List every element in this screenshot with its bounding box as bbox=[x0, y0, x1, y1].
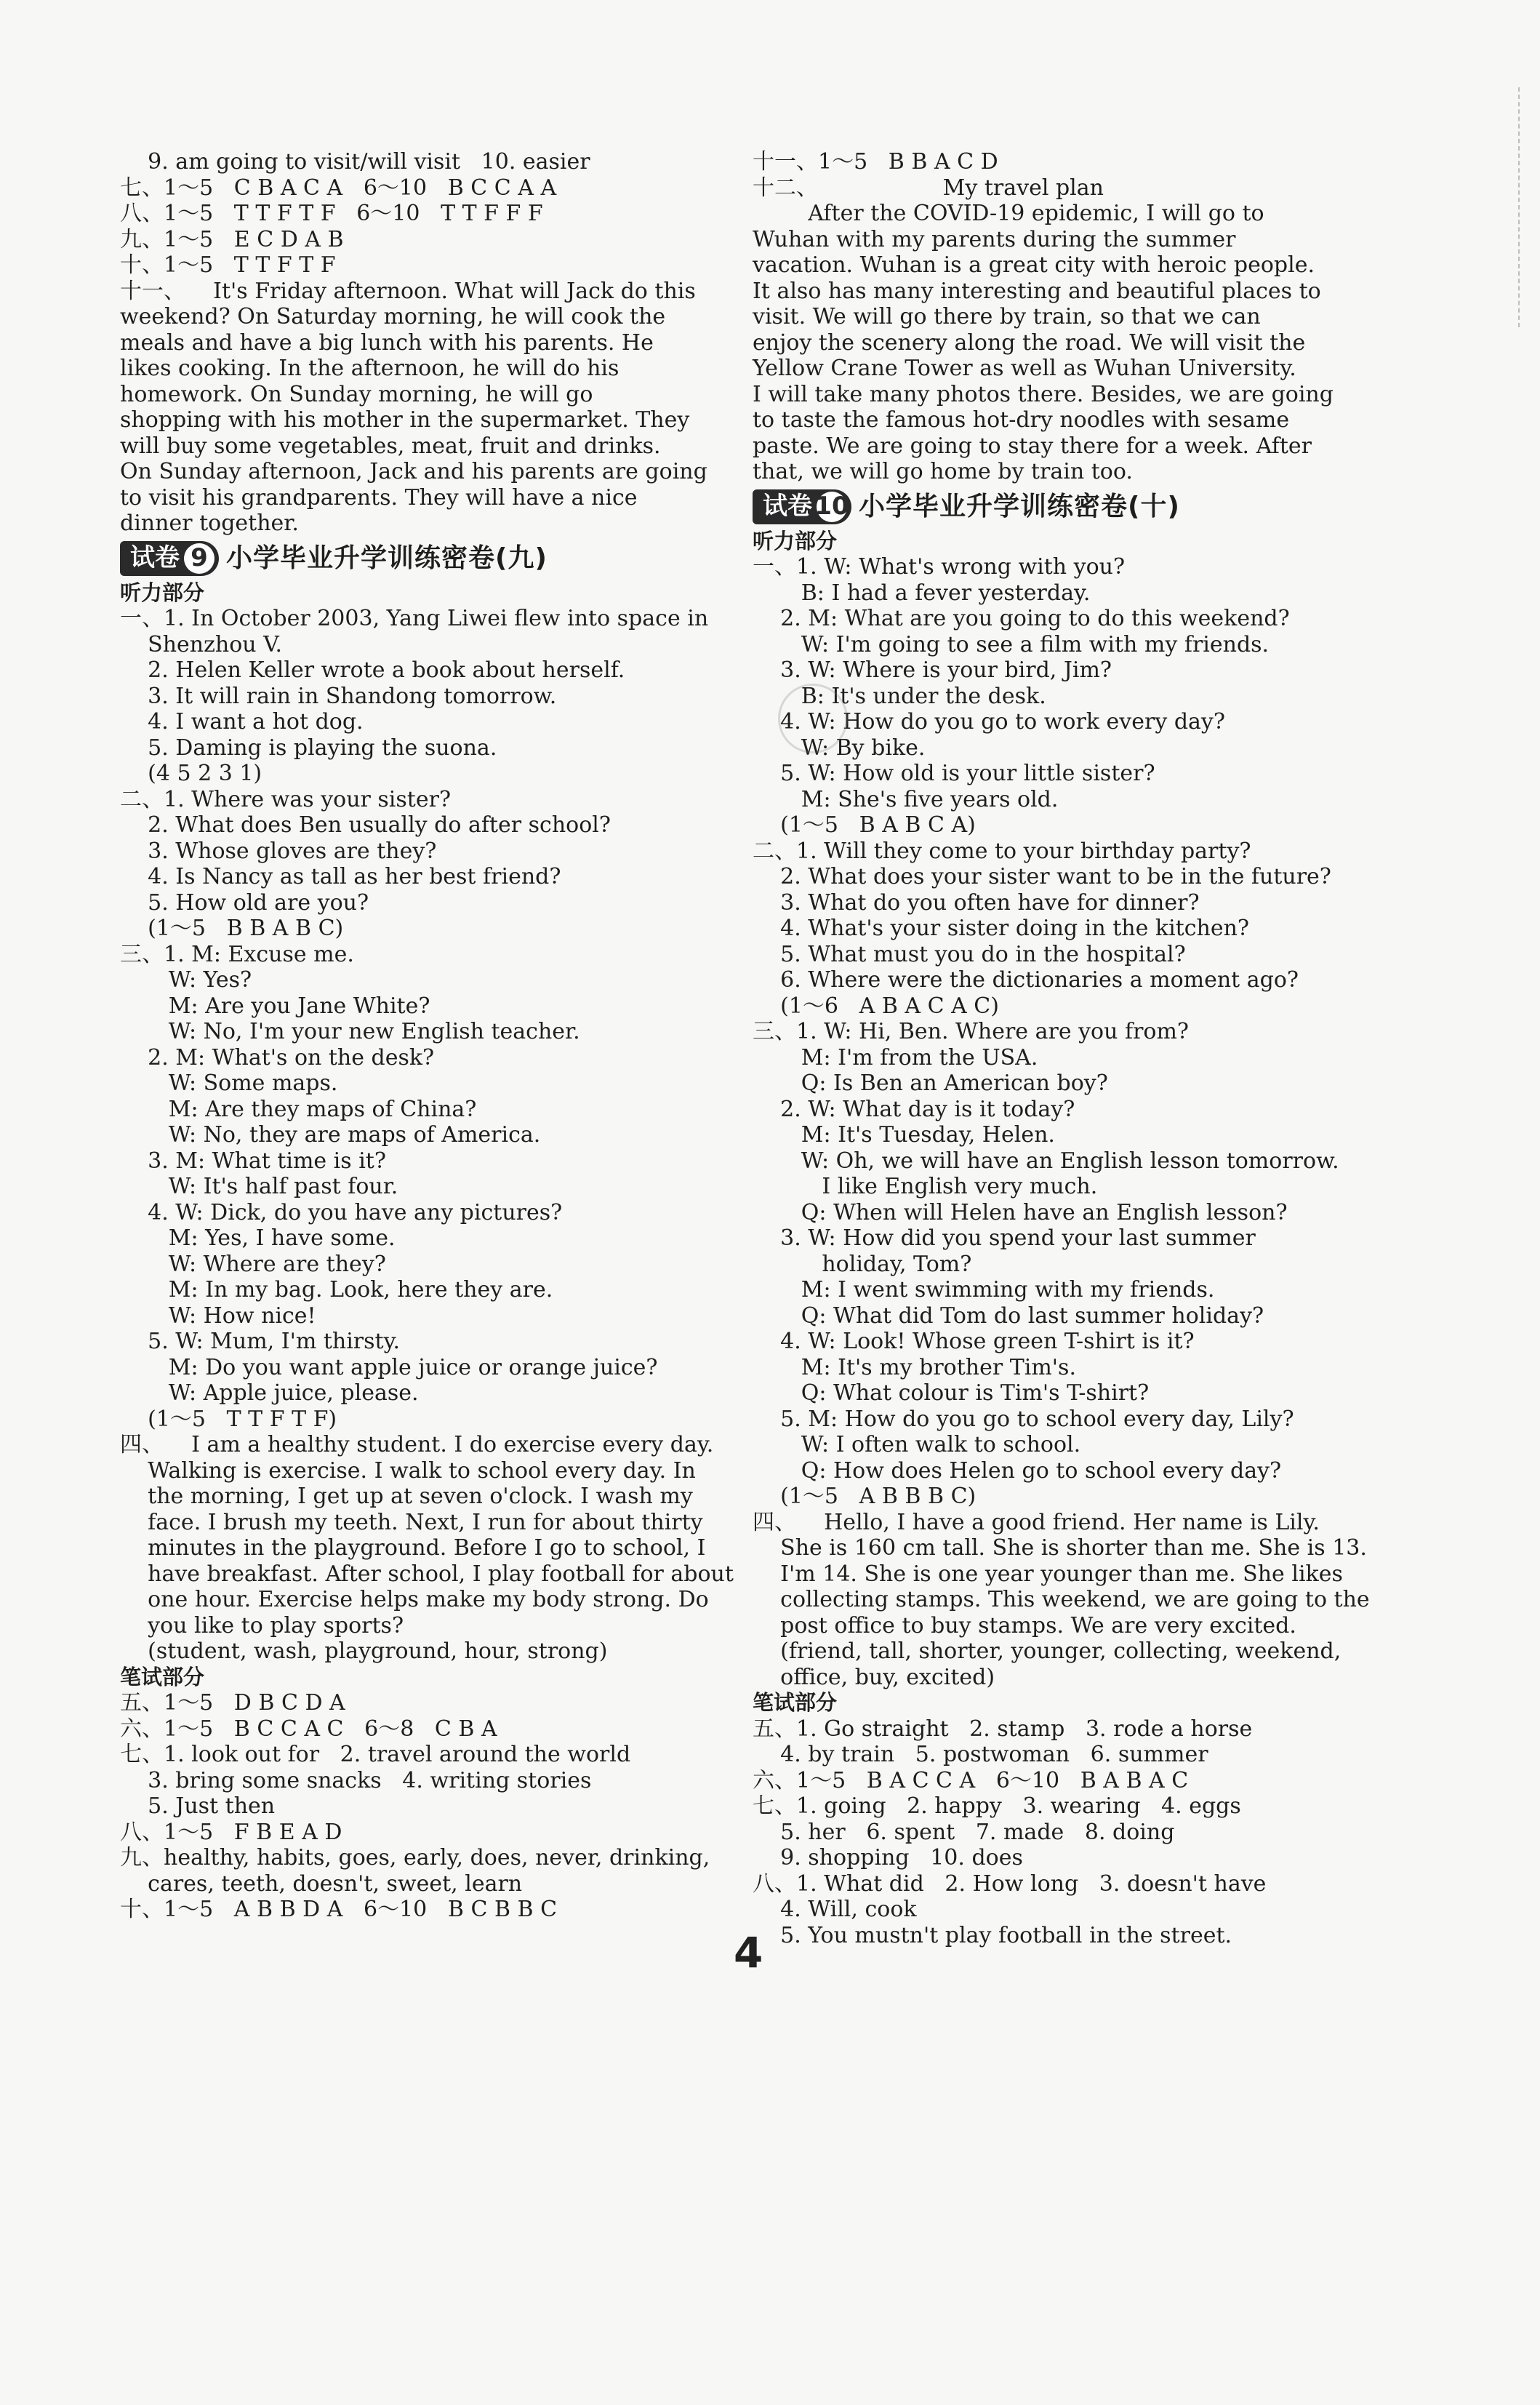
answer-line: W: By bike. bbox=[753, 735, 926, 761]
answer-line: Shenzhou V. bbox=[120, 631, 283, 657]
answer-line: 5. W: How old is your little sister? bbox=[753, 761, 1155, 786]
answer-line: 三、1. W: Hi, Ben. Where are you from? bbox=[753, 1019, 1190, 1044]
answer-line: B: I had a fever yesterday. bbox=[753, 580, 1091, 606]
answer-line: W: It's half past four. bbox=[120, 1174, 398, 1199]
answer-line: collecting stamps. This weekend, we are going to the bbox=[753, 1587, 1370, 1612]
section-heading: 听力部分 bbox=[120, 580, 205, 605]
answer-line: After the COVID-19 epidemic, I will go to bbox=[753, 201, 1264, 226]
answer-line: 八、1. What did 2. How long 3. doesn't have bbox=[753, 1870, 1267, 1897]
answer-line: M: It's my brother Tim's. bbox=[753, 1354, 1076, 1380]
exam-paper-title: 小学毕业升学训练密卷(十) bbox=[859, 491, 1180, 521]
answer-line: 九、healthy, habits, goes, early, does, never, drinking, bbox=[120, 1845, 710, 1870]
answer-line: 3. W: Where is your bird, Jim? bbox=[753, 657, 1112, 683]
answer-line: 六、1～5 B C C A C 6～8 C B A bbox=[120, 1716, 497, 1742]
answer-line: On Sunday afternoon, Jack and his parents are going bbox=[120, 459, 707, 484]
answer-line: one hour. Exercise helps make my body strong. Do bbox=[120, 1587, 709, 1612]
answer-line: 4. W: Dick, do you have any pictures? bbox=[120, 1199, 563, 1225]
answer-line: 4. by train 5. postwoman 6. summer bbox=[753, 1742, 1208, 1767]
answer-column-left bbox=[120, 149, 734, 1923]
answer-line: 5. You mustn't play football in the street. bbox=[753, 1922, 1232, 1948]
answer-line: W: Yes? bbox=[120, 967, 252, 993]
answer-line: M: It's Tuesday, Helen. bbox=[753, 1122, 1055, 1148]
answer-line: 4. Will, cook bbox=[753, 1897, 917, 1922]
answer-line: likes cooking. In the afternoon, he will do his bbox=[120, 356, 619, 381]
answer-line: to visit his grandparents. They will have a nice bbox=[120, 484, 638, 511]
answer-line: 5. Daming is playing the suona. bbox=[120, 735, 497, 761]
answer-line: I will take many photos there. Besides, we are going bbox=[753, 381, 1334, 407]
answer-line: 6. Where were the dictionaries a moment ago? bbox=[753, 967, 1299, 993]
answer-line: 4. Is Nancy as tall as her best friend? bbox=[120, 864, 561, 889]
answer-line: 2. M: What's on the desk? bbox=[120, 1044, 435, 1071]
answer-line: that, we will go home by train too. bbox=[753, 459, 1133, 484]
section-heading: 笔试部分 bbox=[120, 1664, 205, 1689]
answer-line: 5. M: How do you go to school every day, Lily? bbox=[753, 1406, 1294, 1432]
answer-line: I like English very much. bbox=[753, 1174, 1098, 1199]
badge-label: 试卷 bbox=[763, 491, 812, 521]
answer-line: paste. We are going to stay there for a week. After bbox=[753, 433, 1312, 459]
answer-line: 十、1～5 T T F T F bbox=[120, 252, 336, 278]
answer-line: 七、1. going 2. happy 3. wearing 4. eggs bbox=[753, 1793, 1241, 1819]
answer-line: shopping with his mother in the supermarket. They bbox=[120, 407, 690, 433]
answer-line: 十一、 It's Friday afternoon. What will Jack do this bbox=[120, 278, 696, 304]
exam-paper-banner bbox=[120, 540, 720, 577]
answer-line: (1～6 A B A C A C) bbox=[753, 993, 999, 1019]
answer-line: 四、 I am a healthy student. I do exercise every day. bbox=[120, 1432, 714, 1457]
answer-line: 七、1. look out for 2. travel around the world bbox=[120, 1742, 631, 1767]
answer-line: dinner together. bbox=[120, 511, 299, 536]
answer-line: enjoy the scenery along the road. We will visit the bbox=[753, 329, 1306, 356]
badge-number: 10 bbox=[814, 491, 849, 521]
answer-line: Q: What did Tom do last summer holiday? bbox=[753, 1302, 1264, 1329]
exam-paper-badge bbox=[120, 541, 219, 576]
answer-line: visit. We will go there by train, so that we can bbox=[753, 304, 1261, 329]
answer-line: 六、1～5 B A C C A 6～10 B A B A C bbox=[753, 1767, 1189, 1793]
exam-paper-title: 小学毕业升学训练密卷(九) bbox=[226, 543, 548, 573]
answer-line: Q: What colour is Tim's T-shirt? bbox=[753, 1380, 1150, 1406]
answer-line: 3. W: How did you spend your last summer bbox=[753, 1225, 1256, 1251]
answer-line: W: How nice! bbox=[120, 1302, 316, 1329]
answer-line: M: Are you Jane White? bbox=[120, 993, 430, 1019]
answer-line: 一、1. In October 2003, Yang Liwei flew into space in bbox=[120, 606, 709, 631]
answer-line: W: No, they are maps of America. bbox=[120, 1122, 541, 1148]
answer-line: W: No, I'm your new English teacher. bbox=[120, 1019, 580, 1044]
answer-column-right bbox=[753, 149, 1370, 1948]
answer-line: 9. am going to visit/will visit 10. easier bbox=[120, 149, 590, 175]
answer-line: (friend, tall, shorter, younger, collecting, weekend, bbox=[753, 1638, 1342, 1664]
answer-line: M: Yes, I have some. bbox=[120, 1225, 396, 1251]
binding-edge-mark bbox=[1518, 87, 1540, 327]
answer-line: Q: How does Helen go to school every day? bbox=[753, 1457, 1282, 1484]
answer-line: 4. W: Look! Whose green T-shirt is it? bbox=[753, 1329, 1195, 1354]
answer-line: 八、1～5 F B E A D bbox=[120, 1819, 342, 1845]
answer-line: 二、1. Will they come to your birthday party? bbox=[753, 838, 1251, 864]
answer-line: 5. her 6. spent 7. made 8. doing bbox=[753, 1819, 1175, 1845]
answer-line: post office to buy stamps. We are very excited. bbox=[753, 1612, 1296, 1638]
answer-line: to taste the famous hot-dry noodles with sesame bbox=[753, 407, 1290, 433]
answer-line: Yellow Crane Tower as well as Wuhan University. bbox=[753, 356, 1296, 381]
answer-line: M: I'm from the USA. bbox=[753, 1044, 1038, 1071]
answer-line: 十二、 My travel plan bbox=[753, 175, 1104, 201]
answer-line: 十一、1～5 B B A C D bbox=[753, 149, 998, 175]
answer-line: 2. M: What are you going to do this weekend? bbox=[753, 606, 1290, 631]
answer-line: It also has many interesting and beautiful places to bbox=[753, 278, 1321, 304]
answer-line: 3. It will rain in Shandong tomorrow. bbox=[120, 683, 557, 709]
answer-line: 五、1～5 D B C D A bbox=[120, 1690, 345, 1716]
answer-line: M: Are they maps of China? bbox=[120, 1096, 477, 1122]
section-heading: 笔试部分 bbox=[753, 1690, 838, 1715]
answer-line: Q: Is Ben an American boy? bbox=[753, 1071, 1108, 1096]
answer-line: 4. What's your sister doing in the kitchen? bbox=[753, 916, 1250, 941]
answer-line: 十、1～5 A B B D A 6～10 B C B B C bbox=[120, 1897, 558, 1922]
answer-line: 2. What does Ben usually do after school? bbox=[120, 812, 611, 838]
answer-line: meals and have a big lunch with his parents. He bbox=[120, 329, 654, 356]
answer-line: Walking is exercise. I walk to school every day. In bbox=[120, 1457, 696, 1484]
answer-line: cares, teeth, doesn't, sweet, learn bbox=[120, 1870, 523, 1897]
answer-line: have breakfast. After school, I play football for about bbox=[120, 1561, 734, 1587]
answer-line: I'm 14. She is one year younger than me. She likes bbox=[753, 1561, 1343, 1587]
answer-line: 5. W: Mum, I'm thirsty. bbox=[120, 1329, 401, 1354]
answer-line: Q: When will Helen have an English lesson? bbox=[753, 1199, 1288, 1225]
answer-line: B: It's under the desk. bbox=[753, 683, 1046, 709]
answer-line: minutes in the playground. Before I go to school, I bbox=[120, 1535, 706, 1561]
answer-line: (student, wash, playground, hour, strong) bbox=[120, 1638, 608, 1664]
answer-line: 5. How old are you? bbox=[120, 889, 369, 916]
answer-line: office, buy, excited) bbox=[753, 1664, 995, 1690]
answer-line: M: Do you want apple juice or orange juice? bbox=[120, 1354, 658, 1380]
answer-line: vacation. Wuhan is a great city with heroic people. bbox=[753, 252, 1315, 278]
answer-line: W: I'm going to see a film with my friends. bbox=[753, 631, 1270, 657]
answer-line: Wuhan with my parents during the summer bbox=[753, 226, 1236, 252]
answer-line: 九、1～5 E C D A B bbox=[120, 226, 344, 252]
badge-number: 9 bbox=[184, 543, 214, 574]
answer-line: M: I went swimming with my friends. bbox=[753, 1277, 1215, 1302]
answer-line: 5. Just then bbox=[120, 1793, 276, 1819]
answer-line: 2. Helen Keller wrote a book about herself. bbox=[120, 657, 625, 683]
answer-line: W: Oh, we will have an English lesson tomorrow. bbox=[753, 1148, 1339, 1174]
answer-line: 四、 Hello, I have a good friend. Her name is Lily. bbox=[753, 1509, 1320, 1535]
answer-line: homework. On Sunday morning, he will go bbox=[120, 381, 593, 407]
answer-line: will buy some vegetables, meat, fruit and drinks. bbox=[120, 433, 661, 459]
page-number: 4 bbox=[734, 1928, 763, 1977]
answer-line: 2. W: What day is it today? bbox=[753, 1096, 1075, 1122]
answer-line: W: Where are they? bbox=[120, 1251, 386, 1277]
answer-line: (1～5 B B A B C) bbox=[120, 916, 344, 941]
answer-line: M: In my bag. Look, here they are. bbox=[120, 1277, 553, 1302]
answer-line: W: I often walk to school. bbox=[753, 1432, 1081, 1457]
answer-line: face. I brush my teeth. Next, I run for about thirty bbox=[120, 1509, 703, 1535]
answer-line: holiday, Tom? bbox=[753, 1251, 972, 1277]
answer-line: W: Apple juice, please. bbox=[120, 1380, 419, 1406]
answer-line: weekend? On Saturday morning, he will cook the bbox=[120, 304, 666, 329]
answer-line: 3. Whose gloves are they? bbox=[120, 838, 437, 864]
answer-line: 八、1～5 T T F T F 6～10 T T F F F bbox=[120, 201, 543, 226]
answer-line: 七、1～5 C B A C A 6～10 B C C A A bbox=[120, 175, 557, 201]
faint-stamp-mark bbox=[778, 684, 848, 753]
answer-line: (1～5 A B B B C) bbox=[753, 1484, 976, 1509]
answer-line: (1～5 T T F T F) bbox=[120, 1406, 337, 1432]
answer-line: (4 5 2 3 1) bbox=[120, 761, 262, 786]
answer-line: the morning, I get up at seven o'clock. I wash my bbox=[120, 1484, 693, 1509]
answer-line: 5. What must you do in the hospital? bbox=[753, 941, 1186, 967]
badge-label: 试卷 bbox=[130, 543, 180, 572]
answer-line: 9. shopping 10. does bbox=[753, 1845, 1023, 1870]
answer-line: W: Some maps. bbox=[120, 1071, 338, 1096]
answer-line: 3. M: What time is it? bbox=[120, 1148, 386, 1174]
answer-line: 3. bring some snacks 4. writing stories bbox=[120, 1767, 592, 1793]
answer-line: 4. W: How do you go to work every day? bbox=[753, 709, 1225, 735]
answer-line: 二、1. Where was your sister? bbox=[120, 786, 452, 812]
exam-paper-banner bbox=[753, 488, 1352, 526]
answer-line: 2. What does your sister want to be in the future? bbox=[753, 864, 1331, 889]
answer-line: 三、1. M: Excuse me. bbox=[120, 941, 354, 967]
answer-line: 3. What do you often have for dinner? bbox=[753, 889, 1200, 916]
answer-line: M: She's five years old. bbox=[753, 786, 1059, 812]
answer-line: She is 160 cm tall. She is shorter than me. She is 13. bbox=[753, 1535, 1367, 1561]
answer-line: 4. I want a hot dog. bbox=[120, 709, 364, 735]
answer-line: (1～5 B A B C A) bbox=[753, 812, 976, 838]
answer-line: you like to play sports? bbox=[120, 1612, 404, 1638]
answer-line: 一、1. W: What's wrong with you? bbox=[753, 554, 1126, 580]
answer-line: 五、1. Go straight 2. stamp 3. rode a horse bbox=[753, 1716, 1253, 1742]
section-heading: 听力部分 bbox=[753, 528, 838, 553]
exam-paper-badge bbox=[753, 489, 851, 524]
